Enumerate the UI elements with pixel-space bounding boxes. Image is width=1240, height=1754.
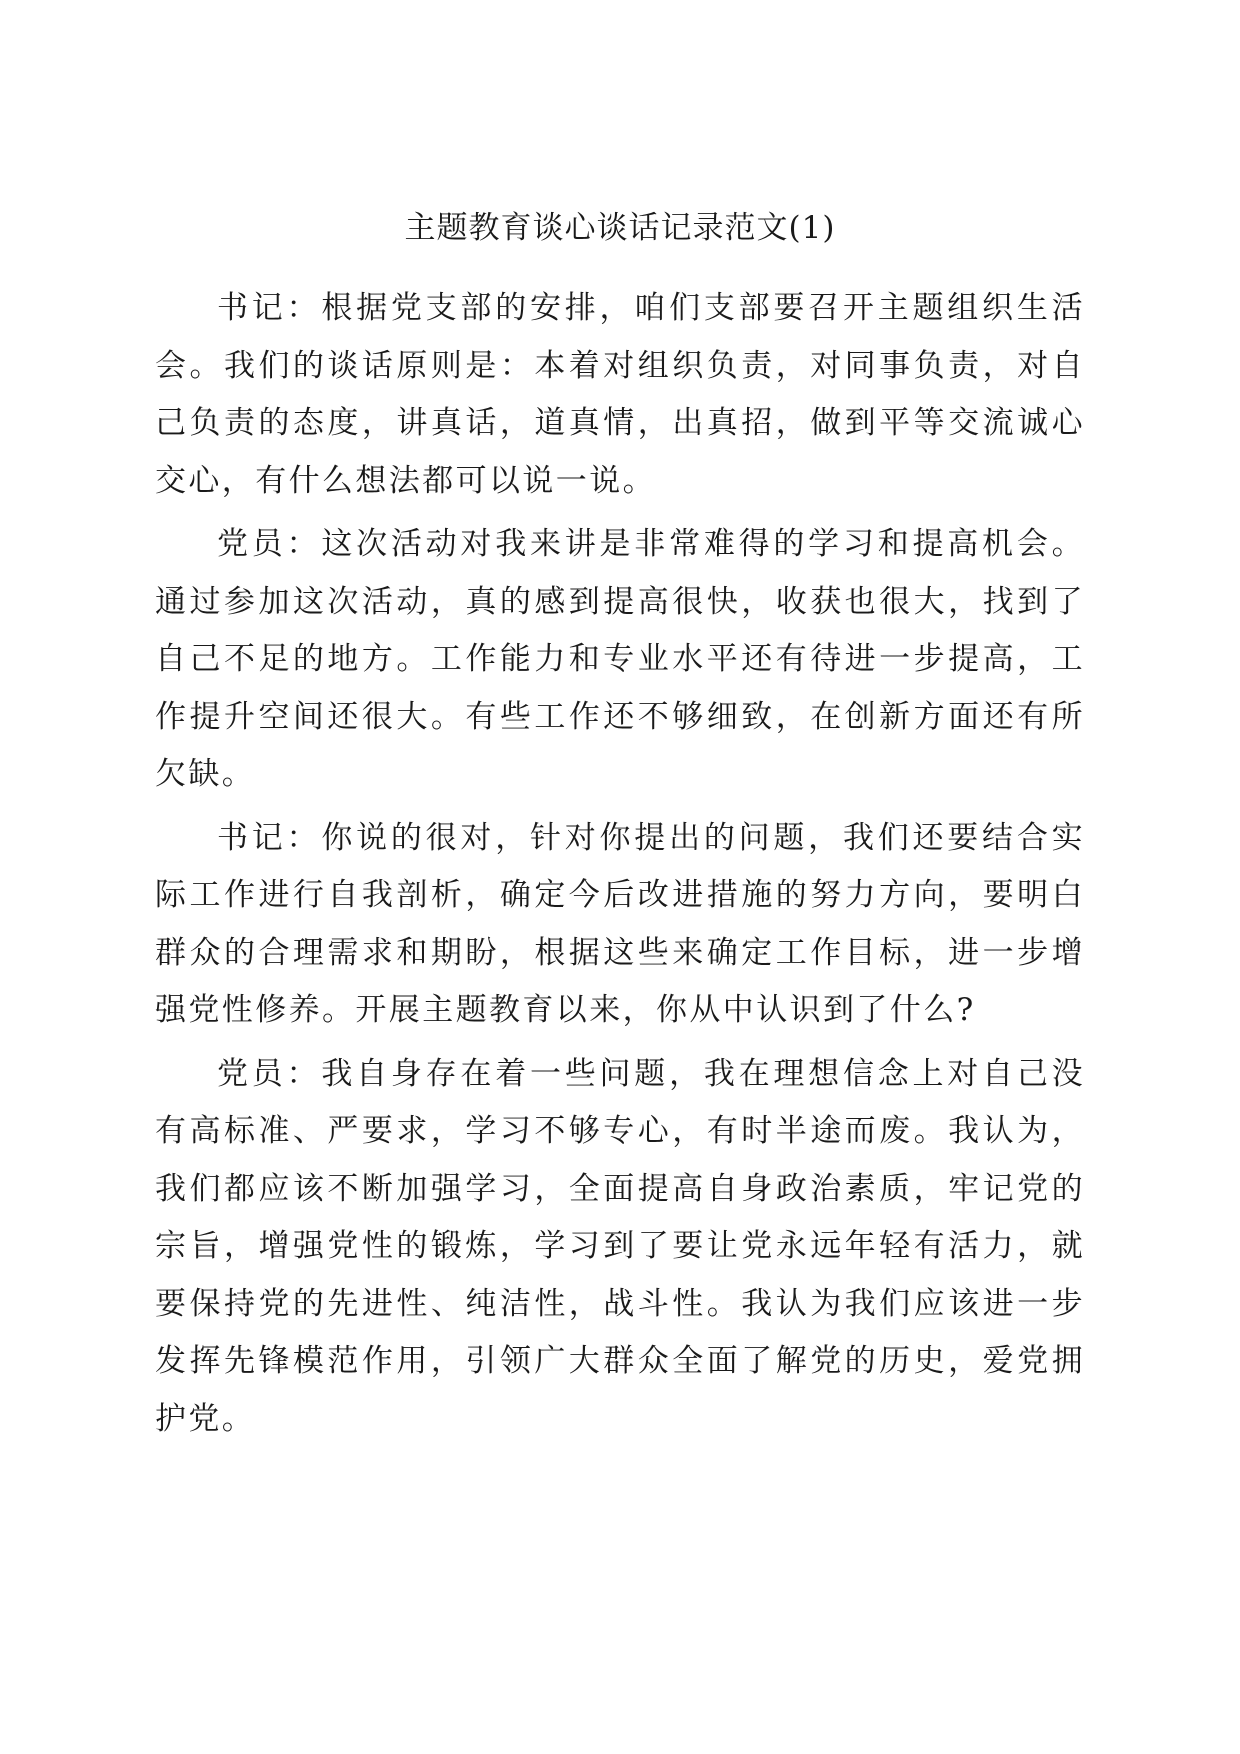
- paragraph-secretary-1: 书记：根据党支部的安排，咱们支部要召开主题组织生活会。我们的谈话原则是：本着对组织负责，对同事负责，对自己负责的态度，讲真话，道真情，出真招，做到平等交流诚心交心，有什么想法都可以说一说。: [155, 290, 1085, 499]
- paragraph-member-1: 党员：这次活动对我来讲是非常难得的学习和提高机会。通过参加这次活动，真的感到提高很快，收获也很大，找到了自己不足的地方。工作能力和专业水平还有待进一步提高，工作提升空间还很大。有些工作还不够细致，在创新方面还有所欠缺。: [155, 526, 1085, 792]
- document-title: 主题教育谈心谈话记录范文(1): [404, 210, 836, 246]
- document-body: [155, 280, 1085, 1454]
- paragraph-member-2: 党员：我自身存在着一些问题，我在理想信念上对自己没有高标准、严要求，学习不够专心，有时半途而废。我认为，我们都应该不断加强学习，全面提高自身政治素质，牢记党的宗旨，增强党性的锻炼，学习到了要让党永远年轻有活力，就要保持党的先进性、纯洁性，战斗性。我认为我们应该进一步发挥先锋模范作用，引领广大群众全面了解党的历史，爱党拥护党。: [155, 1055, 1085, 1437]
- paragraph-secretary-2: 书记：你说的很对，针对你提出的问题，我们还要结合实际工作进行自我剖析，确定今后改进措施的努力方向，要明白群众的合理需求和期盼，根据这些来确定工作目标，进一步增强党性修养。开展主题教育以来，你从中认识到了什么?: [155, 819, 1085, 1028]
